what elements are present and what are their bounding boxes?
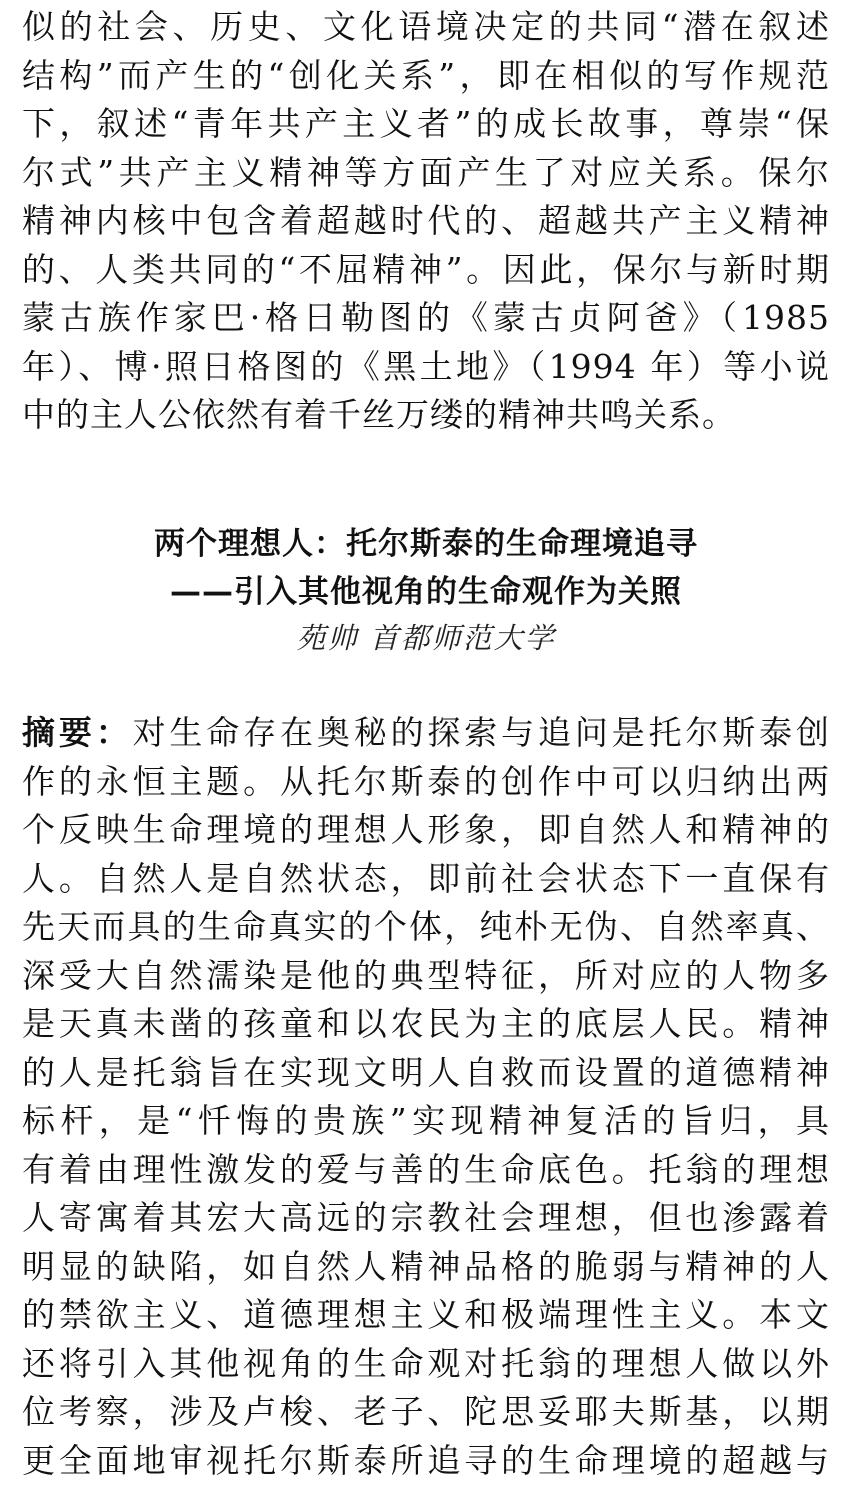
abstract-line: 更全面地审视托尔斯泰所追寻的生命理境的超越与	[22, 1440, 830, 1480]
intro-line: 似的社会、历史、文化语境决定的共同“潜在叙述	[22, 7, 830, 46]
intro-line: 结构”而产生的“创化关系”，即在相似的写作规范	[22, 55, 830, 95]
abstract-line: 有着由理性激发的爱与善的生命底色。托翁的理想	[22, 1149, 830, 1189]
abstract-line: 位考察，涉及卢梭、老子、陀思妥耶夫斯基，以期	[22, 1392, 830, 1431]
article-title: 两个理想人：托尔斯泰的生命理境追寻	[154, 526, 698, 562]
intro-line: 下，叙述“青年共产主义者”的成长故事，尊崇“保	[22, 104, 830, 143]
abstract-line: 是天真未凿的孩童和以农民为主的底层人民。精神	[22, 1004, 830, 1043]
intro-line: 尔式”共产主义精神等方面产生了对应关系。保尔	[22, 152, 830, 192]
abstract-line: 先天而具的生命真实的个体，纯朴无伪、自然率真、	[22, 907, 830, 946]
intro-line: 精神内核中包含着超越时代的、超越共产主义精神	[22, 201, 830, 240]
abstract-paragraph	[22, 709, 830, 1485]
abstract-label: 摘要：	[22, 713, 133, 752]
abstract-line: 的人是托翁旨在实现文明人自救而设置的道德精神	[22, 1052, 830, 1092]
abstract-line: 人。自然人是自然状态，即前社会状态下一直保有	[22, 858, 830, 898]
abstract-line: 还将引入其他视角的生命观对托翁的理想人做以外	[22, 1343, 830, 1383]
abstract-text: 对生命存在奥秘的探索与追问是托尔斯泰创	[132, 713, 830, 752]
intro-line: 中的主人公依然有着千丝万缕的精神共鸣关系。	[22, 395, 736, 434]
article-subtitle: ——引入其他视角的生命观作为关照	[170, 574, 682, 610]
abstract-line: 个反映生命理境的理想人形象，即自然人和精神的	[22, 810, 830, 849]
abstract-line: 深受大自然濡染是他的典型特征，所对应的人物多	[22, 955, 830, 995]
intro-line: 的、人类共同的“不屈精神”。因此，保尔与新时期	[22, 249, 830, 289]
author-affiliation: 苑帅 首都师范大学	[296, 621, 556, 655]
intro-paragraph	[22, 3, 830, 440]
intro-line: 蒙古族作家巴·格日勒图的《蒙古贞阿爸》（1985	[22, 298, 830, 337]
abstract-line: 明显的缺陷，如自然人精神品格的脆弱与精神的人	[22, 1246, 830, 1286]
abstract-first-line	[22, 709, 830, 758]
abstract-line: 的禁欲主义、道德理想主义和极端理性主义。本文	[22, 1295, 830, 1334]
abstract-line: 标杆，是“忏悔的贵族”实现精神复活的旨归，具	[22, 1101, 830, 1140]
abstract-line: 人寄寓着其宏大高远的宗教社会理想，但也渗露着	[22, 1198, 830, 1237]
abstract-line: 作的永恒主题。从托尔斯泰的创作中可以归纳出两	[22, 761, 830, 801]
intro-line: 年）、博·照日格图的《黑土地》（1994 年）等小说	[22, 346, 830, 386]
